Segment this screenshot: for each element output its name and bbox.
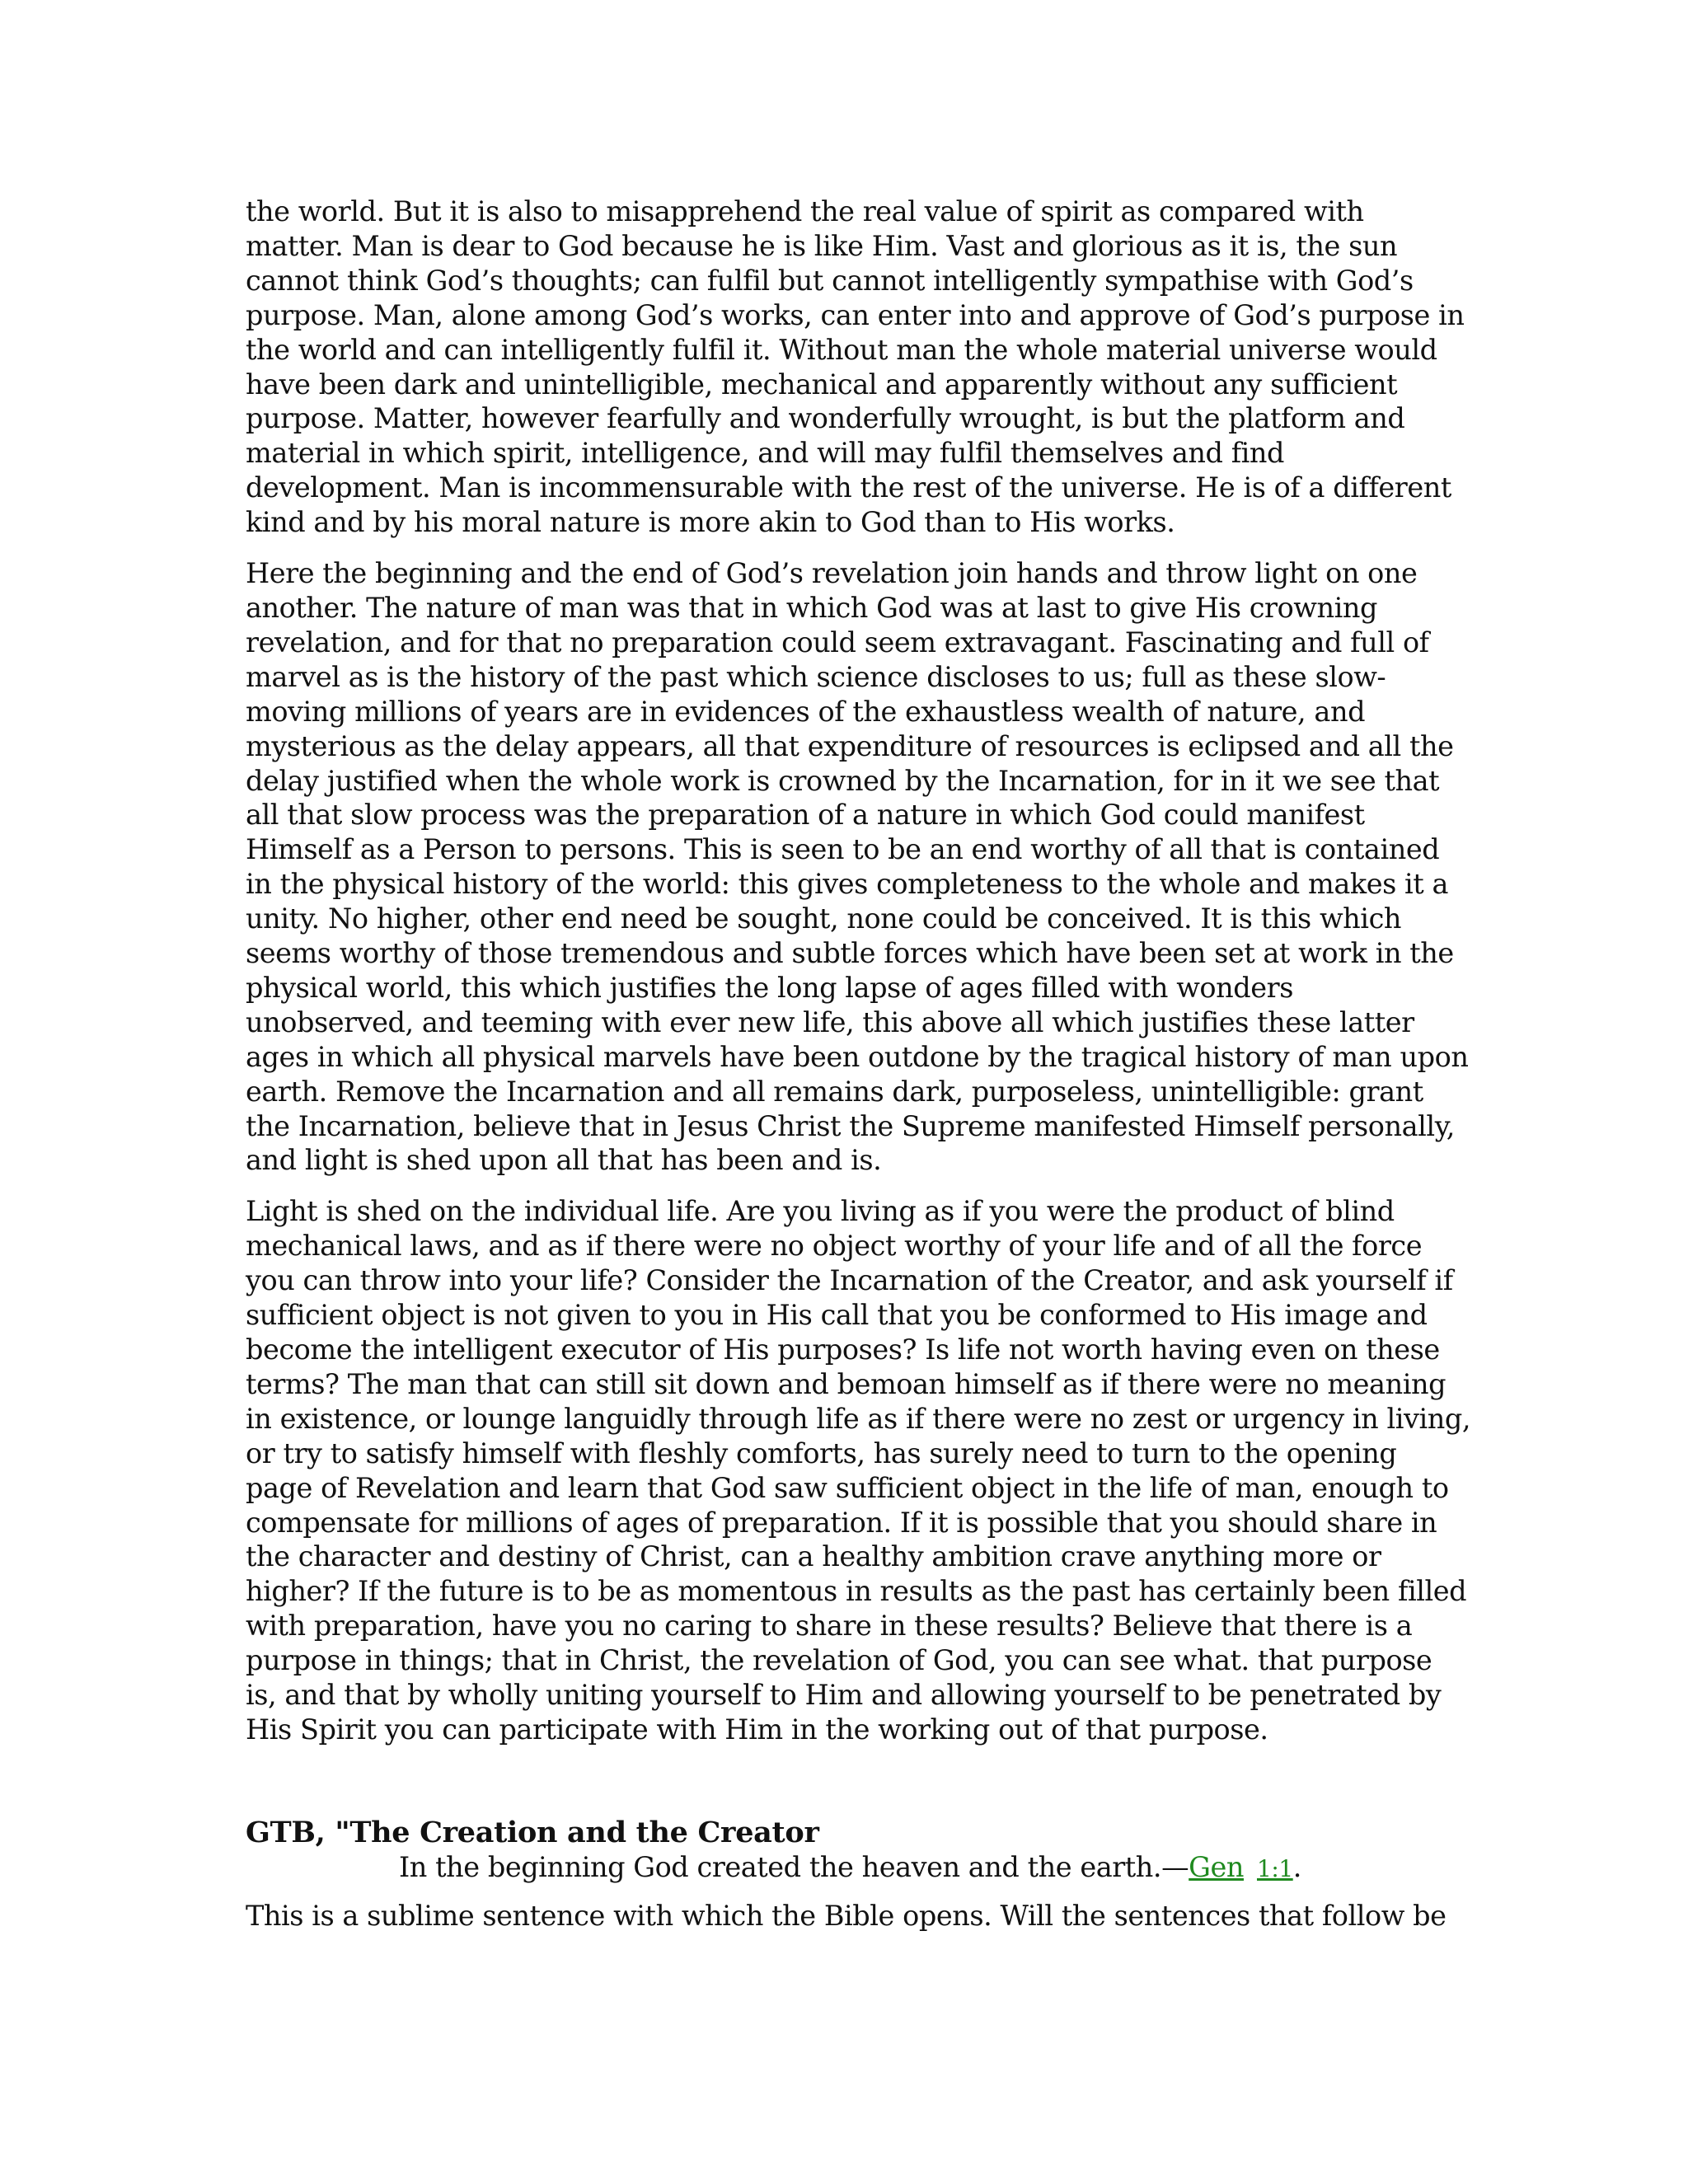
text-line: page of Revelation and learn that God saw sufficient object in the life of man, enough to bbox=[246, 1471, 1449, 1504]
text-line: the Incarnation, believe that in Jesus Christ the Supreme manifested Himself personally, bbox=[246, 1109, 1455, 1142]
paragraph-2 bbox=[246, 556, 1469, 1178]
reference-book: Gen bbox=[1189, 1851, 1244, 1883]
text-line: terms? The man that can still sit down and bemoan himself as if there were no meaning bbox=[246, 1367, 1447, 1400]
text-line: is, and that by wholly uniting yourself to Him and allowing yourself to be penetrated by bbox=[246, 1679, 1442, 1712]
scripture-reference-link[interactable] bbox=[1189, 1851, 1293, 1883]
verse-text: In the beginning God created the heaven and the earth.— bbox=[399, 1851, 1189, 1883]
section-heading: GTB, "The Creation and the Creator bbox=[246, 1816, 819, 1849]
reference-number: 1:1 bbox=[1256, 1855, 1293, 1882]
text-line: sufficient object is not given to you in His call that you be conformed to His image and bbox=[246, 1299, 1428, 1332]
text-line: purpose. Man, alone among God’s works, can enter into and approve of God’s purpose in bbox=[246, 298, 1465, 331]
text-line: His Spirit you can participate with Him in the working out of that purpose. bbox=[246, 1713, 1268, 1746]
verse-line bbox=[399, 1850, 1301, 1886]
paragraph-3 bbox=[246, 1194, 1471, 1747]
closing-line: This is a sublime sentence with which the Bible opens. Will the sentences that follow be bbox=[246, 1900, 1447, 1932]
text-line: with preparation, have you no caring to share in these results? Believe that there is a bbox=[246, 1610, 1413, 1643]
text-line: Here the beginning and the end of God’s revelation join hands and throw light on one bbox=[246, 557, 1418, 590]
text-line: mechanical laws, and as if there were no object worthy of your life and of all the force bbox=[246, 1230, 1423, 1263]
verse-end: . bbox=[1292, 1851, 1301, 1883]
text-line: in existence, or lounge languidly through life as if there were no zest or urgency in living, bbox=[246, 1402, 1471, 1435]
text-line: higher? If the future is to be as momentous in results as the past has certainly been filled bbox=[246, 1575, 1467, 1608]
text-line: revelation, and for that no preparation could seem extravagant. Fascinating and full of bbox=[246, 626, 1429, 658]
text-line: material in which spirit, intelligence, and will may fulfil themselves and find bbox=[246, 437, 1285, 470]
text-line: the character and destiny of Christ, can a healthy ambition crave anything more or bbox=[246, 1540, 1381, 1573]
text-line: compensate for millions of ages of preparation. If it is possible that you should share in bbox=[246, 1506, 1437, 1539]
text-line: the world and can intelligently fulfil it. Without man the whole material universe would bbox=[246, 333, 1437, 366]
text-line: Himself as a Person to persons. This is seen to be an end worthy of all that is contained bbox=[246, 833, 1440, 866]
text-line: kind and by his moral nature is more akin to God than to His works. bbox=[246, 506, 1175, 539]
text-line: purpose. Matter, however fearfully and wonderfully wrought, is but the platform and bbox=[246, 402, 1405, 435]
text-line: another. The nature of man was that in which God was at last to give His crowning bbox=[246, 591, 1378, 624]
text-line: or try to satisfy himself with fleshly comforts, has surely need to turn to the opening bbox=[246, 1436, 1397, 1469]
text-line: ages in which all physical marvels have been outdone by the tragical history of man upon bbox=[246, 1040, 1469, 1073]
text-line: all that slow process was the preparation of a nature in which God could manifest bbox=[246, 799, 1365, 832]
text-line: unobserved, and teeming with ever new life, this above all which justifies these latter bbox=[246, 1005, 1414, 1038]
text-line: moving millions of years are in evidences of the exhaustless wealth of nature, and bbox=[246, 695, 1366, 728]
text-line: Light is shed on the individual life. Are you living as if you were the product of blind bbox=[246, 1195, 1395, 1228]
text-line: and light is shed upon all that has been and is. bbox=[246, 1144, 882, 1177]
text-line: purpose in things; that in Christ, the revelation of God, you can see what. that purpose bbox=[246, 1644, 1432, 1677]
text-line: earth. Remove the Incarnation and all remains dark, purposeless, unintelligible: grant bbox=[246, 1075, 1423, 1108]
text-line: mysterious as the delay appears, all that expenditure of resources is eclipsed and all the bbox=[246, 729, 1454, 762]
text-line: matter. Man is dear to God because he is like Him. Vast and glorious as it is, the sun bbox=[246, 229, 1398, 262]
text-line: you can throw into your life? Consider the Incarnation of the Creator, and ask yourself if bbox=[246, 1264, 1453, 1297]
text-line: the world. But it is also to misapprehend the real value of spirit as compared with bbox=[246, 195, 1364, 227]
text-line: seems worthy of those tremendous and subtle forces which have been set at work in the bbox=[246, 937, 1454, 970]
text-line: unity. No higher, other end need be sought, none could be conceived. It is this which bbox=[246, 902, 1402, 935]
text-line: delay justified when the whole work is crowned by the Incarnation, for in it we see that bbox=[246, 764, 1440, 797]
document-body bbox=[246, 194, 1471, 1764]
text-line: development. Man is incommensurable with the rest of the universe. He is of a different bbox=[246, 471, 1451, 504]
text-line: become the intelligent executor of His purposes? Is life not worth having even on these bbox=[246, 1333, 1440, 1366]
text-line: marvel as is the history of the past which science discloses to us; full as these slow- bbox=[246, 660, 1386, 693]
text-line: physical world, this which justifies the long lapse of ages filled with wonders bbox=[246, 971, 1293, 1004]
text-line: have been dark and unintelligible, mechanical and apparently without any sufficient bbox=[246, 368, 1398, 401]
paragraph-1 bbox=[246, 194, 1465, 540]
text-line: cannot think God’s thoughts; can fulfil but cannot intelligently sympathise with God’s bbox=[246, 264, 1414, 297]
text-line: in the physical history of the world: this gives completeness to the whole and makes it a bbox=[246, 868, 1449, 901]
